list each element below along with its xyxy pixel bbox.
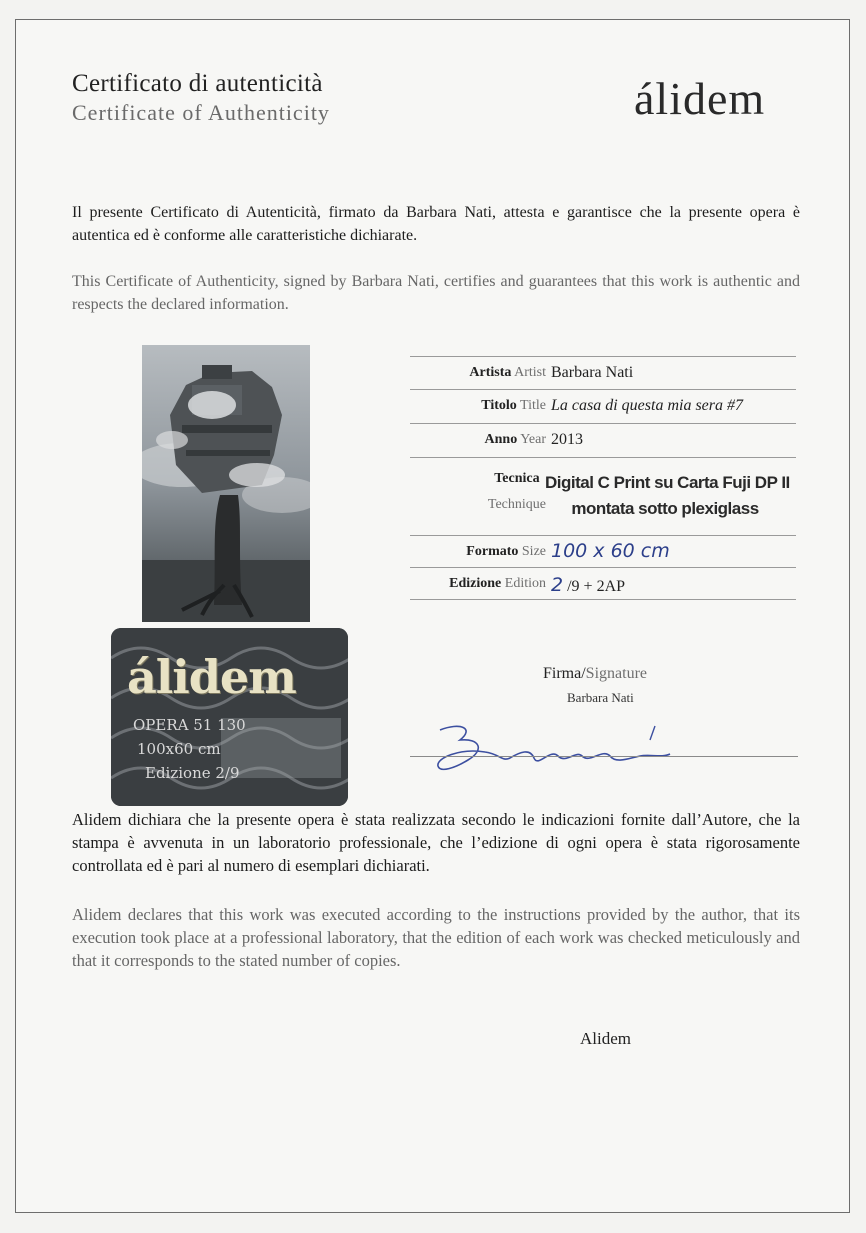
technique-label-en: Technique <box>487 497 546 512</box>
title-italian: Certificato di autenticità <box>72 70 323 97</box>
row-year <box>410 423 796 457</box>
technique-value-line1: Digital C Print su Carta Fuji DP II <box>545 473 790 492</box>
row-edition <box>410 567 796 600</box>
certificate-frame <box>15 19 850 1213</box>
signature-label-en: Signature <box>585 665 647 682</box>
edition-label-it: Edizione <box>449 576 502 591</box>
edition-label-en: Edition <box>504 576 546 591</box>
alidem-footer-signature: Alidem <box>580 1029 631 1048</box>
size-label-it: Formato <box>466 544 519 559</box>
size-label-en: Size <box>521 544 546 559</box>
signature-name: Barbara Nati <box>567 690 634 705</box>
declaration-english: Alidem declares that this work was executed according to the instructions provided by the author, that its execution took place at a professional laboratory, that the edition of each work was checked meticulously and that it corresponds to the stated number of copies. <box>72 905 800 970</box>
year-label-it: Anno <box>484 432 518 447</box>
row-title <box>410 389 796 423</box>
hologram-line-2: 100x60 cm <box>137 740 221 758</box>
artist-label-it: Artista <box>469 365 512 380</box>
artist-value: Barbara Nati <box>551 364 634 381</box>
hologram-logo: álidem <box>127 650 296 704</box>
row-size <box>410 535 796 567</box>
row-technique <box>410 457 796 535</box>
edition-number-handwritten: 2 <box>551 574 564 596</box>
title-label-en: Title <box>520 398 546 413</box>
hologram-sticker <box>111 628 348 806</box>
signature-label-it: Firma/ <box>543 665 586 682</box>
details-table <box>410 356 796 600</box>
artwork-image <box>142 345 310 622</box>
title-english: Certificate of Authenticity <box>72 100 330 125</box>
year-value: 2013 <box>551 431 583 448</box>
title-value: La casa di questa mia sera #7 <box>551 397 743 414</box>
hologram-line-1: OPERA 51 130 <box>133 716 246 734</box>
signature-line <box>410 756 798 757</box>
size-value: 100 x 60 cm <box>551 540 670 562</box>
intro-english: This Certificate of Authenticity, signed by Barbara Nati, certifies and guarantees that this work is authentic and respects the declared information. <box>72 273 800 313</box>
alidem-logo: álidem <box>634 73 766 124</box>
title-label-it: Titolo <box>481 398 517 413</box>
signature-heading <box>543 665 647 683</box>
edition-total: /9 + 2AP <box>567 578 626 595</box>
technique-label-it: Tecnica <box>494 471 540 486</box>
year-label-en: Year <box>520 432 546 447</box>
row-artist <box>410 356 796 389</box>
technique-value-line2: montata sotto plexiglass <box>571 499 759 518</box>
declaration-italian: Alidem dichiara che la presente opera è stata realizzata secondo le indicazioni fornite dall’Autore, che la stampa è avvenuta in un laboratorio professionale, che l’edizione di ogni opera è stata rigorosamente controllata ed è pari al numero di esemplari dichiarati. <box>72 810 800 875</box>
hologram-line-3: Edizione 2/9 <box>145 764 240 782</box>
intro-italian: Il presente Certificato di Autenticità, firmato da Barbara Nati, attesta e garantisce che la presente opera è autentica ed è conforme alle caratteristiche dichiarate. <box>72 204 800 244</box>
artwork-illustration <box>142 345 310 622</box>
handwritten-signature <box>430 718 680 788</box>
artist-label-en: Artist <box>514 365 546 380</box>
